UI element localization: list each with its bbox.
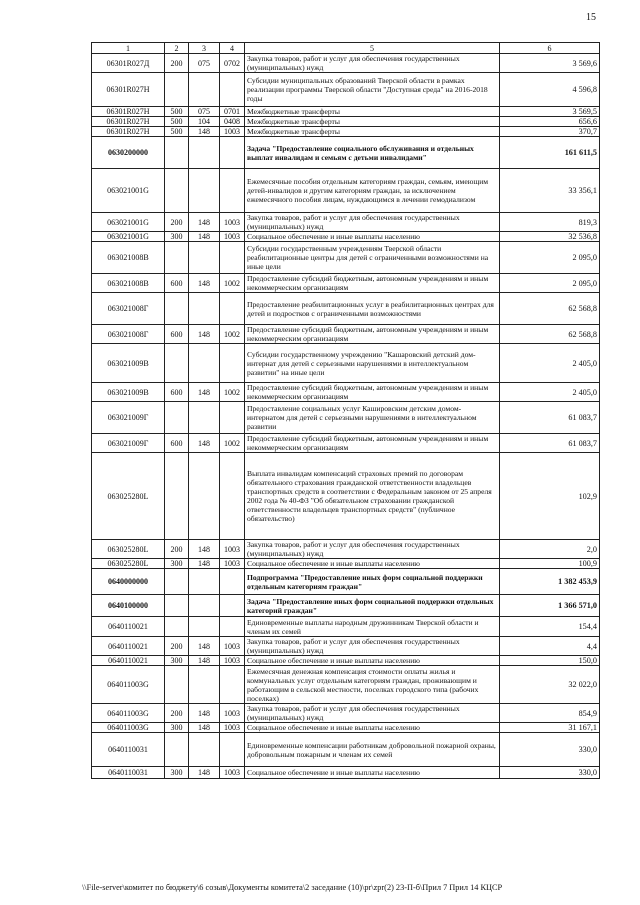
section-cell	[220, 137, 245, 169]
table-row	[92, 232, 600, 242]
table-row	[92, 169, 600, 213]
page-number: 15	[586, 12, 596, 23]
section-cell	[220, 73, 245, 107]
section-cell: 1003	[220, 232, 245, 242]
item-name-cell: Межбюджетные трансферты	[245, 127, 500, 137]
budget-table	[91, 42, 600, 779]
department-cell	[189, 569, 220, 595]
table-row	[92, 595, 600, 617]
amount-cell: 4 596,8	[500, 73, 600, 107]
expense-type-cell: 200	[165, 704, 189, 723]
expense-type-cell: 500	[165, 127, 189, 137]
table-row	[92, 402, 600, 434]
item-name-cell: Задача "Предоставление иных форм социальной поддержки отдельных категорий граждан"	[245, 595, 500, 617]
table-row	[92, 73, 600, 107]
target-code-cell: 06301R027Д	[92, 54, 165, 73]
department-cell	[189, 733, 220, 767]
table-row	[92, 127, 600, 137]
item-name-cell: Закупка товаров, работ и услуг для обеспечения государственных (муниципальных) нужд	[245, 213, 500, 232]
target-code-cell: 063021008Г	[92, 325, 165, 344]
target-code-cell: 0640000000	[92, 569, 165, 595]
department-cell: 148	[189, 704, 220, 723]
header-cell: 2	[165, 43, 189, 54]
item-name-cell: Предоставление субсидий бюджетным, автономным учреждениям и иным некоммерческим организациям	[245, 325, 500, 344]
table-row	[92, 344, 600, 383]
expense-type-cell: 500	[165, 107, 189, 117]
expense-type-cell	[165, 169, 189, 213]
amount-cell: 154,4	[500, 617, 600, 637]
table-row	[92, 213, 600, 232]
department-cell	[189, 453, 220, 540]
target-code-cell: 063021009Г	[92, 434, 165, 453]
item-name-cell: Единовременные выплаты народным дружинникам Тверской области и членам их семей	[245, 617, 500, 637]
item-name-cell: Субсидии государственному учреждению "Кашаровский детский дом-интернат для детей с серьезными нарушениями в интеллектуальном развитии" на иные цели	[245, 344, 500, 383]
section-cell: 1003	[220, 723, 245, 733]
department-cell: 148	[189, 325, 220, 344]
department-cell: 148	[189, 723, 220, 733]
section-cell	[220, 293, 245, 325]
amount-cell: 370,7	[500, 127, 600, 137]
item-name-cell: Социальное обеспечение и иные выплаты населению	[245, 656, 500, 666]
expense-type-cell: 300	[165, 767, 189, 779]
amount-cell: 62 568,8	[500, 293, 600, 325]
section-cell	[220, 666, 245, 704]
section-cell: 1003	[220, 540, 245, 559]
target-code-cell: 063025280L	[92, 453, 165, 540]
department-cell	[189, 666, 220, 704]
amount-cell: 150,0	[500, 656, 600, 666]
section-cell	[220, 617, 245, 637]
table-row	[92, 723, 600, 733]
section-cell	[220, 169, 245, 213]
item-name-cell: Ежемесячная денежная компенсация стоимости оплаты жилья и коммунальных услуг отдельным категориям граждан, проживающим и работающим в сельской местности, поселках городского типа (рабочих поселках)	[245, 666, 500, 704]
department-cell: 148	[189, 559, 220, 569]
amount-cell: 2 095,0	[500, 242, 600, 274]
section-cell: 1003	[220, 127, 245, 137]
expense-type-cell	[165, 453, 189, 540]
item-name-cell: Единовременные компенсации работникам добровольной пожарной охраны, добровольным пожарным и членам их семей	[245, 733, 500, 767]
expense-type-cell	[165, 569, 189, 595]
target-code-cell: 063021001G	[92, 213, 165, 232]
expense-type-cell: 300	[165, 559, 189, 569]
expense-type-cell	[165, 137, 189, 169]
section-cell: 1003	[220, 656, 245, 666]
amount-cell: 819,3	[500, 213, 600, 232]
expense-type-cell: 200	[165, 540, 189, 559]
department-cell: 148	[189, 383, 220, 402]
amount-cell: 3 569,6	[500, 54, 600, 73]
department-cell: 104	[189, 117, 220, 127]
expense-type-cell	[165, 293, 189, 325]
header-cell: 1	[92, 43, 165, 54]
amount-cell: 102,9	[500, 453, 600, 540]
department-cell	[189, 169, 220, 213]
department-cell: 148	[189, 127, 220, 137]
expense-type-cell	[165, 595, 189, 617]
section-cell: 1003	[220, 637, 245, 656]
amount-cell: 32 536,8	[500, 232, 600, 242]
target-code-cell: 0640110021	[92, 637, 165, 656]
section-cell	[220, 242, 245, 274]
expense-type-cell: 300	[165, 723, 189, 733]
department-cell	[189, 617, 220, 637]
amount-cell: 330,0	[500, 733, 600, 767]
expense-type-cell: 200	[165, 54, 189, 73]
table-row	[92, 242, 600, 274]
target-code-cell: 063021008B	[92, 274, 165, 293]
department-cell	[189, 242, 220, 274]
target-code-cell: 06301R027H	[92, 107, 165, 117]
department-cell: 148	[189, 274, 220, 293]
department-cell: 148	[189, 232, 220, 242]
expense-type-cell	[165, 344, 189, 383]
amount-cell: 61 083,7	[500, 434, 600, 453]
section-cell: 1002	[220, 383, 245, 402]
expense-type-cell	[165, 733, 189, 767]
table-row	[92, 434, 600, 453]
section-cell: 1002	[220, 274, 245, 293]
amount-cell: 32 022,0	[500, 666, 600, 704]
item-name-cell: Субсидии муниципальных образований Тверской области в рамках реализации программы Тверской области "Доступная среда" на 2016-2018 годы	[245, 73, 500, 107]
target-code-cell: 063025280L	[92, 540, 165, 559]
item-name-cell: Межбюджетные трансферты	[245, 117, 500, 127]
table-row	[92, 325, 600, 344]
expense-type-cell: 600	[165, 434, 189, 453]
amount-cell: 61 083,7	[500, 402, 600, 434]
target-code-cell: 06301R027H	[92, 117, 165, 127]
item-name-cell: Предоставление субсидий бюджетным, автономным учреждениям и иным некоммерческим организациям	[245, 383, 500, 402]
item-name-cell: Выплата инвалидам компенсаций страховых премий по договорам обязательного страхования гражданской ответственности владельцев транспортных средств в соответствии с Федеральным законом от 25 апреля 2002 года № 40-ФЗ "Об обязательном страховании гражданской ответственности владельцев транспортных средств" (публичное обязательство)	[245, 453, 500, 540]
section-cell	[220, 453, 245, 540]
item-name-cell: Закупка товаров, работ и услуг для обеспечения государственных (муниципальных) нужд	[245, 637, 500, 656]
target-code-cell: 0640110021	[92, 656, 165, 666]
amount-cell: 854,9	[500, 704, 600, 723]
table-row	[92, 453, 600, 540]
expense-type-cell	[165, 402, 189, 434]
item-name-cell: Предоставление социальных услуг Кашировским детским домом-интернатом для детей с серьезными нарушениями в интеллектуальном развитии	[245, 402, 500, 434]
item-name-cell: Социальное обеспечение и иные выплаты населению	[245, 767, 500, 779]
section-cell: 1003	[220, 767, 245, 779]
item-name-cell: Закупка товаров, работ и услуг для обеспечения государственных (муниципальных) нужд	[245, 704, 500, 723]
table-row	[92, 733, 600, 767]
department-cell: 148	[189, 656, 220, 666]
header-cell: 6	[500, 43, 600, 54]
department-cell: 148	[189, 637, 220, 656]
table-row	[92, 54, 600, 73]
amount-cell: 161 611,5	[500, 137, 600, 169]
section-cell: 1003	[220, 213, 245, 232]
department-cell: 148	[189, 767, 220, 779]
item-name-cell: Закупка товаров, работ и услуг для обеспечения государственных (муниципальных) нужд	[245, 54, 500, 73]
item-name-cell: Межбюджетные трансферты	[245, 107, 500, 117]
department-cell	[189, 137, 220, 169]
table-row	[92, 107, 600, 117]
target-code-cell: 063021009B	[92, 344, 165, 383]
table-row	[92, 559, 600, 569]
table-row	[92, 137, 600, 169]
section-cell	[220, 733, 245, 767]
department-cell: 075	[189, 54, 220, 73]
expense-type-cell	[165, 617, 189, 637]
target-code-cell: 0640110031	[92, 733, 165, 767]
amount-cell: 2 405,0	[500, 383, 600, 402]
header-cell: 3	[189, 43, 220, 54]
amount-cell: 31 167,1	[500, 723, 600, 733]
amount-cell: 1 366 571,0	[500, 595, 600, 617]
item-name-cell: Субсидии государственным учреждениям Тверской области реабилитационные центры для детей с ограниченными возможностями на иные цели	[245, 242, 500, 274]
section-cell	[220, 595, 245, 617]
department-cell: 075	[189, 107, 220, 117]
target-code-cell: 063021009Г	[92, 402, 165, 434]
amount-cell: 3 569,5	[500, 107, 600, 117]
target-code-cell: 064011003G	[92, 723, 165, 733]
amount-cell: 2 095,0	[500, 274, 600, 293]
department-cell	[189, 344, 220, 383]
target-code-cell: 0640100000	[92, 595, 165, 617]
target-code-cell: 063021001G	[92, 169, 165, 213]
department-cell	[189, 73, 220, 107]
department-cell	[189, 293, 220, 325]
table-row	[92, 656, 600, 666]
item-name-cell: Социальное обеспечение и иные выплаты населению	[245, 232, 500, 242]
amount-cell: 330,0	[500, 767, 600, 779]
department-cell	[189, 402, 220, 434]
section-cell: 1003	[220, 559, 245, 569]
target-code-cell: 063021008Г	[92, 293, 165, 325]
amount-cell: 2,0	[500, 540, 600, 559]
expense-type-cell: 200	[165, 637, 189, 656]
table-row	[92, 704, 600, 723]
amount-cell: 1 382 453,9	[500, 569, 600, 595]
expense-type-cell: 300	[165, 232, 189, 242]
file-path-footer: \\File-server\комитет по бюджету\6 созыв\Документы комитета\2 заседание (10)\pr\zpr(2) 23-П-б\Прил 7 Прил 14 КЦСР	[82, 883, 503, 892]
target-code-cell: 064011003G	[92, 704, 165, 723]
table-row	[92, 383, 600, 402]
table-row	[92, 637, 600, 656]
table-row	[92, 767, 600, 779]
expense-type-cell	[165, 73, 189, 107]
amount-cell: 33 356,1	[500, 169, 600, 213]
item-name-cell: Социальное обеспечение и иные выплаты населению	[245, 723, 500, 733]
section-cell	[220, 569, 245, 595]
expense-type-cell: 600	[165, 274, 189, 293]
table-row	[92, 117, 600, 127]
table-body	[92, 54, 600, 779]
section-cell: 1002	[220, 325, 245, 344]
expense-type-cell: 200	[165, 213, 189, 232]
table-row	[92, 540, 600, 559]
target-code-cell: 063025280L	[92, 559, 165, 569]
section-cell: 0702	[220, 54, 245, 73]
table-row	[92, 666, 600, 704]
expense-type-cell: 600	[165, 325, 189, 344]
target-code-cell: 063021001G	[92, 232, 165, 242]
target-code-cell: 0640110021	[92, 617, 165, 637]
target-code-cell: 0640110031	[92, 767, 165, 779]
department-cell: 148	[189, 434, 220, 453]
item-name-cell: Ежемесячные пособия отдельным категориям граждан, семьям, имеющим детей-инвалидов и другим категориям граждан, за исключением ежемесячного пособия лицам, нуждающимся в лечении гемодиализом	[245, 169, 500, 213]
header-cell: 5	[245, 43, 500, 54]
item-name-cell: Закупка товаров, работ и услуг для обеспечения государственных (муниципальных) нужд	[245, 540, 500, 559]
expense-type-cell: 500	[165, 117, 189, 127]
item-name-cell: Предоставление субсидий бюджетным, автономным учреждениям и иным некоммерческим организациям	[245, 434, 500, 453]
department-cell: 148	[189, 213, 220, 232]
target-code-cell: 06301R027H	[92, 127, 165, 137]
item-name-cell: Предоставление субсидий бюджетным, автономным учреждениям и иным некоммерческим организациям	[245, 274, 500, 293]
item-name-cell: Предоставление реабилитационных услуг в реабилитационных центрах для детей и подростков с ограниченными возможностями	[245, 293, 500, 325]
target-code-cell: 063021008B	[92, 242, 165, 274]
section-cell: 0408	[220, 117, 245, 127]
amount-cell: 2 405,0	[500, 344, 600, 383]
table-row	[92, 617, 600, 637]
amount-cell: 100,9	[500, 559, 600, 569]
table-row	[92, 569, 600, 595]
expense-type-cell: 300	[165, 656, 189, 666]
department-cell	[189, 595, 220, 617]
amount-cell: 656,6	[500, 117, 600, 127]
expense-type-cell	[165, 242, 189, 274]
header-cell: 4	[220, 43, 245, 54]
item-name-cell: Задача "Предоставление социального обслуживания и отдельных выплат инвалидам и семьям с детьми инвалидами"	[245, 137, 500, 169]
item-name-cell: Социальное обеспечение и иные выплаты населению	[245, 559, 500, 569]
table-row	[92, 293, 600, 325]
item-name-cell: Подпрограмма "Предоставление иных форм социальной поддержки отдельным категориям граждан"	[245, 569, 500, 595]
amount-cell: 4,4	[500, 637, 600, 656]
amount-cell: 62 568,8	[500, 325, 600, 344]
target-code-cell: 063021009B	[92, 383, 165, 402]
section-cell: 1002	[220, 434, 245, 453]
table-row	[92, 274, 600, 293]
section-cell	[220, 402, 245, 434]
target-code-cell: 06301R027H	[92, 73, 165, 107]
expense-type-cell	[165, 666, 189, 704]
target-code-cell: 064011003G	[92, 666, 165, 704]
department-cell: 148	[189, 540, 220, 559]
table-header-row	[92, 43, 600, 54]
section-cell: 0701	[220, 107, 245, 117]
section-cell: 1003	[220, 704, 245, 723]
expense-type-cell: 600	[165, 383, 189, 402]
section-cell	[220, 344, 245, 383]
target-code-cell: 0630200000	[92, 137, 165, 169]
